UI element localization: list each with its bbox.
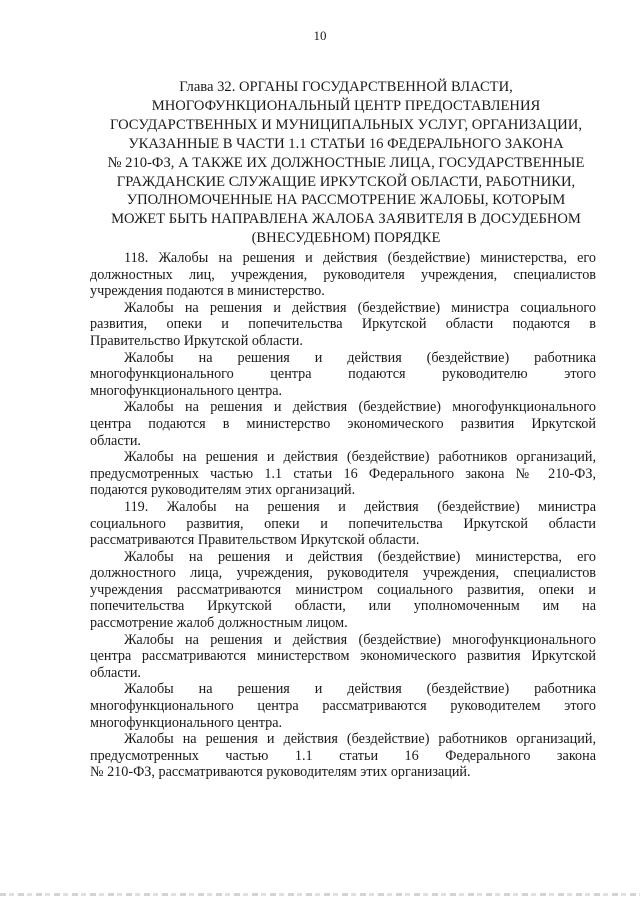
paragraph-119 xyxy=(90,499,596,549)
text-line: рассматриваются Правительством Иркутской области. xyxy=(90,532,420,549)
heading-line: Глава 32. ОРГАНЫ ГОСУДАРСТВЕННОЙ ВЛАСТИ, xyxy=(179,79,513,95)
text-line: социального развития, опеки и попечительства Иркутской области xyxy=(90,515,596,532)
text-line: подаются руководителям этих организаций. xyxy=(90,482,356,499)
text-line: 119. Жалобы на решения и действия (бездействие) министра xyxy=(124,498,596,515)
text-line: 118. Жалобы на решения и действия (бездействие) министерства, его xyxy=(124,250,596,266)
text-line: предусмотренных частью 1.1 статьи 16 Федерального закона № 210-ФЗ, xyxy=(90,465,596,482)
text-line: должностных лиц, учреждения, руководителя учреждения, специалистов xyxy=(90,266,596,283)
text-line: многофункционального центра рассматриваются руководителем этого xyxy=(90,698,596,715)
text-line: Жалобы на решения и действия (бездействие) работников организаций, xyxy=(124,449,596,466)
heading-line: № 210-ФЗ, А ТАКЖЕ ИХ ДОЛЖНОСТНЫЕ ЛИЦА, ГОСУДАРСТВЕННЫЕ xyxy=(107,154,585,171)
paragraph xyxy=(90,731,596,781)
text-line: центра подаются в министерство экономического развития Иркутской xyxy=(90,415,596,432)
text-line: Жалобы на решения и действия (бездействие) работников организаций, xyxy=(124,731,596,748)
text-line: Жалобы на решения и действия (бездействие) многофункционального xyxy=(124,399,596,416)
paragraph xyxy=(90,399,596,449)
text-line: Жалобы на решения и действия (бездействие) многофункционального xyxy=(124,631,596,648)
paragraph xyxy=(90,350,596,400)
text-line: учреждения рассматриваются министром социального развития, опеки и xyxy=(90,581,596,598)
text-line: № 210-ФЗ, рассматриваются руководителям этих организаций. xyxy=(90,764,471,781)
paragraph xyxy=(90,449,596,499)
text-line: многофункционального центра подаются руководителю этого xyxy=(90,366,596,383)
paragraph xyxy=(90,549,596,632)
heading-line: МНОГОФУНКЦИОНАЛЬНЫЙ ЦЕНТР ПРЕДОСТАВЛЕНИЯ xyxy=(151,97,541,114)
text-line: должностного лица, учреждения, руководителя учреждения, специалистов xyxy=(90,565,596,582)
heading-line: МОЖЕТ БЫТЬ НАПРАВЛЕНА ЖАЛОБА ЗАЯВИТЕЛЯ В ДОСУДЕБНОМ xyxy=(111,211,581,228)
text-line: Правительство Иркутской области. xyxy=(90,332,303,349)
paragraph xyxy=(90,681,596,731)
text-line: области. xyxy=(90,664,141,681)
paragraph-118 xyxy=(90,250,596,300)
heading-line: УКАЗАННЫЕ В ЧАСТИ 1.1 СТАТЬИ 16 ФЕДЕРАЛЬНОГО ЗАКОНА xyxy=(128,135,564,152)
text-line: Жалобы на решения и действия (бездействие) работника xyxy=(124,349,596,366)
page-number: 10 xyxy=(313,28,327,43)
heading-line: ГРАЖДАНСКИЕ СЛУЖАЩИЕ ИРКУТСКОЙ ОБЛАСТИ, РАБОТНИКИ, xyxy=(116,173,576,190)
paragraph xyxy=(90,300,596,350)
text-line: рассмотрение жалоб должностным лицом. xyxy=(90,615,348,632)
text-line: учреждения подаются в министерство. xyxy=(90,283,325,300)
text-line: Жалобы на решения и действия (бездействие) работника xyxy=(124,681,596,698)
paragraph xyxy=(90,632,596,682)
text-line: Жалобы на решения и действия (бездействие) министерства, его xyxy=(124,548,596,565)
heading-line: УПОЛНОМОЧЕННЫЕ НА РАССМОТРЕНИЕ ЖАЛОБЫ, КОТОРЫМ xyxy=(126,192,566,209)
text-line: предусмотренных частью 1.1 статьи 16 Федерального закона xyxy=(90,747,596,764)
text-line: попечительства Иркутской области, или уполномоченным им на xyxy=(90,598,596,615)
text-line: области. xyxy=(90,432,141,449)
heading-line: ГОСУДАРСТВЕННЫХ И МУНИЦИПАЛЬНЫХ УСЛУГ, ОРГАНИЗАЦИИ, xyxy=(110,116,582,133)
text-line: Жалобы на решения и действия (бездействие) министра социального xyxy=(124,299,596,316)
heading-line: (ВНЕСУДЕБНОМ) ПОРЯДКЕ xyxy=(251,230,441,247)
scan-bottom-edge xyxy=(0,893,640,896)
text-line: многофункционального центра. xyxy=(90,382,283,399)
text-line: центра рассматриваются министерством экономического развития Иркутской xyxy=(90,648,596,665)
chapter-heading xyxy=(88,78,604,248)
text-line: многофункционального центра. xyxy=(90,714,283,731)
text-line: развития, опеки и попечительства Иркутской области подаются в xyxy=(90,316,596,333)
body-text xyxy=(90,250,596,781)
